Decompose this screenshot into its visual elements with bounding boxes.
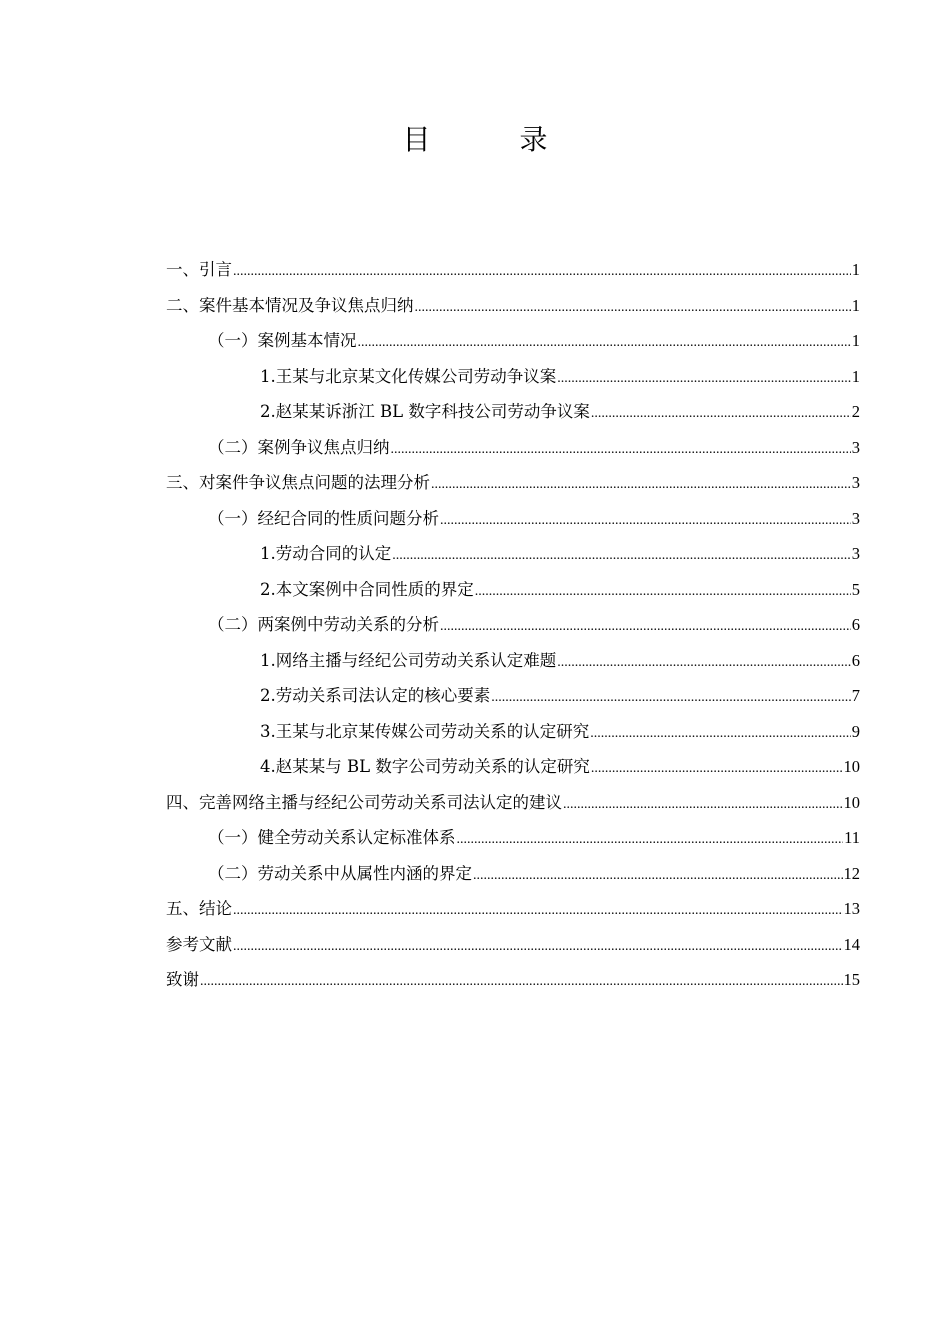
toc-dot-leader: [415, 290, 851, 326]
toc-entry-label: 4.赵某某与 BL 数字公司劳动关系的认定研究: [260, 757, 590, 776]
toc-entry-label: 致谢: [166, 970, 199, 989]
toc-page-number: 11: [844, 828, 860, 847]
table-of-contents: [166, 252, 860, 998]
toc-entry-label: （一）案例基本情况: [208, 331, 357, 350]
toc-entry-label: 二、案件基本情况及争议焦点归纳: [166, 295, 414, 315]
toc-entry[interactable]: [166, 891, 860, 927]
toc-page-number: 13: [843, 899, 860, 918]
toc-page-number: 3: [851, 473, 860, 492]
toc-entry-label: （一）健全劳动关系认定标准体系: [208, 828, 456, 847]
toc-entry[interactable]: [166, 394, 860, 430]
toc-entry[interactable]: [166, 856, 860, 892]
toc-entry-label: 三、对案件争议焦点问题的法理分析: [166, 473, 430, 492]
toc-entry-label: 2.劳动关系司法认定的核心要素: [260, 686, 491, 705]
toc-dot-leader: [591, 751, 843, 787]
toc-entry[interactable]: [166, 962, 860, 998]
toc-entry[interactable]: [166, 536, 860, 572]
toc-dot-leader: [233, 893, 843, 929]
toc-entry-label: 参考文献: [166, 934, 232, 954]
toc-dot-leader: [233, 929, 843, 965]
toc-page-number: 12: [843, 863, 860, 883]
toc-dot-leader: [392, 538, 851, 574]
toc-entry-label: 一、引言: [166, 260, 232, 279]
toc-entry-label: 2.赵某某诉浙江 BL 数字科技公司劳动争议案: [260, 402, 590, 421]
toc-entry[interactable]: [166, 749, 860, 785]
toc-page-number: 10: [843, 792, 860, 812]
toc-entry-label: 2.本文案例中合同性质的界定: [260, 579, 474, 599]
toc-entry[interactable]: [166, 501, 860, 537]
toc-page-number: 1: [851, 366, 860, 386]
toc-entry[interactable]: [166, 820, 860, 856]
toc-page-number: 9: [851, 721, 860, 741]
toc-page-number: 1: [851, 331, 860, 350]
toc-entry-label: （二）两案例中劳动关系的分析: [208, 615, 439, 634]
toc-page-number: 15: [843, 970, 860, 989]
toc-dot-leader: [233, 254, 851, 290]
toc-dot-leader: [473, 858, 843, 894]
toc-entry[interactable]: [166, 252, 860, 288]
toc-entry[interactable]: [166, 643, 860, 679]
toc-page-number: 2: [851, 402, 860, 421]
toc-dot-leader: [563, 787, 843, 823]
toc-page-number: 14: [843, 934, 860, 954]
toc-entry[interactable]: [166, 288, 860, 324]
toc-entry[interactable]: [166, 607, 860, 643]
toc-entry-label: 1.王某与北京某文化传媒公司劳动争议案: [260, 366, 557, 386]
toc-page-number: 3: [851, 437, 860, 457]
toc-entry-label: 1.网络主播与经纪公司劳动关系认定难题: [260, 650, 557, 670]
toc-dot-leader: [557, 361, 851, 397]
toc-page-number: 3: [851, 544, 860, 563]
toc-entry-label: 四、完善网络主播与经纪公司劳动关系司法认定的建议: [166, 792, 562, 812]
toc-page-number: 1: [851, 295, 860, 315]
toc-page-number: 10: [843, 757, 860, 776]
toc-page-number: 1: [851, 260, 860, 279]
toc-page-number: 3: [851, 508, 860, 528]
toc-entry-label: 3.王某与北京某传媒公司劳动关系的认定研究: [260, 721, 590, 741]
toc-dot-leader: [391, 432, 851, 468]
page-title: 目 录: [402, 123, 588, 156]
toc-page-number: 6: [851, 650, 860, 670]
toc-entry-label: （二）劳动关系中从属性内涵的界定: [208, 863, 472, 883]
toc-entry[interactable]: [166, 359, 860, 395]
toc-dot-leader: [200, 964, 843, 1000]
toc-dot-leader: [457, 822, 844, 858]
toc-page-number: 6: [851, 615, 860, 634]
toc-entry[interactable]: [166, 714, 860, 750]
toc-entry[interactable]: [166, 572, 860, 608]
toc-dot-leader: [491, 680, 851, 716]
toc-dot-leader: [358, 325, 851, 361]
toc-entry[interactable]: [166, 430, 860, 466]
toc-dot-leader: [557, 645, 851, 681]
toc-entry[interactable]: [166, 678, 860, 714]
toc-dot-leader: [475, 574, 851, 610]
toc-dot-leader: [440, 503, 851, 539]
toc-entry-label: 1.劳动合同的认定: [260, 544, 392, 563]
toc-page-number: 7: [851, 686, 860, 705]
toc-dot-leader: [431, 467, 851, 503]
toc-entry[interactable]: [166, 927, 860, 963]
toc-entry-label: 五、结论: [166, 899, 232, 918]
toc-dot-leader: [590, 716, 851, 752]
toc-entry-label: （一）经纪合同的性质问题分析: [208, 508, 439, 528]
toc-entry[interactable]: [166, 323, 860, 359]
toc-page-number: 5: [851, 579, 860, 599]
toc-entry[interactable]: [166, 465, 860, 501]
toc-dot-leader: [440, 609, 851, 645]
toc-entry[interactable]: [166, 785, 860, 821]
toc-entry-label: （二）案例争议焦点归纳: [208, 437, 390, 457]
toc-dot-leader: [591, 396, 851, 432]
